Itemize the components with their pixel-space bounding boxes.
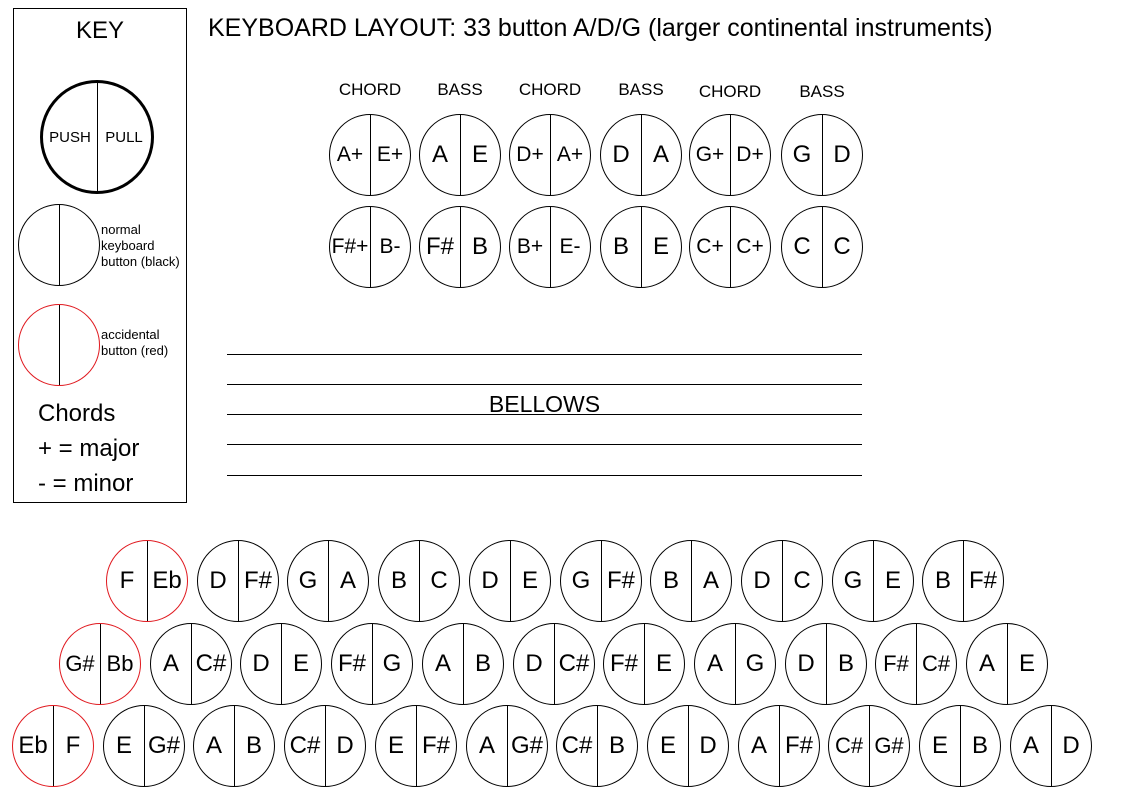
push-note: B (934, 567, 951, 594)
pull-note: A (702, 567, 719, 594)
push-note: A (478, 732, 495, 759)
pull-note: E- (559, 235, 581, 258)
treble-button (378, 540, 460, 622)
treble-button (513, 623, 595, 705)
push-note: A (162, 650, 179, 677)
pull-note: C# (558, 650, 590, 677)
push-note: A (750, 732, 767, 759)
bass-button (781, 114, 863, 196)
push-note: B (390, 567, 407, 594)
pull-note: F# (968, 567, 997, 594)
push-note: D (252, 650, 270, 677)
treble-button (875, 623, 957, 705)
key-push-pull-button (40, 80, 154, 194)
pull-note: C (793, 567, 811, 594)
treble-button (469, 540, 551, 622)
push-note: E (659, 732, 676, 759)
pull-note: G# (510, 732, 543, 759)
pull-note: G# (874, 733, 904, 758)
pull-note: F (65, 732, 81, 759)
push-note: A (706, 650, 723, 677)
push-note: C (793, 233, 811, 260)
pull-note: D+ (736, 143, 764, 166)
push-note: A (431, 141, 448, 168)
bass-button (689, 114, 771, 196)
pull-note: E+ (376, 143, 404, 166)
accidental-button-sample (18, 304, 100, 386)
button-divider (59, 205, 60, 285)
pull-note: E (652, 233, 669, 260)
pull-note: A (652, 141, 669, 168)
pull-note: A (339, 567, 356, 594)
push-note: G (843, 567, 863, 594)
treble-button (828, 705, 910, 787)
treble-button (832, 540, 914, 622)
pull-note: F# (784, 732, 813, 759)
bass-column-header: BASS (437, 80, 483, 99)
chords-legend (38, 396, 139, 501)
pull-note: C (430, 567, 448, 594)
treble-button (284, 705, 366, 787)
chords-title: Chords (38, 400, 116, 427)
push-label: PUSH (49, 128, 91, 146)
pull-note: D (336, 732, 354, 759)
push-note: C+ (696, 235, 724, 258)
treble-button (741, 540, 823, 622)
pull-note: Bb (106, 651, 134, 676)
pull-label: PULL (105, 128, 143, 146)
treble-button (331, 623, 413, 705)
push-note: E (115, 732, 132, 759)
treble-button (556, 705, 638, 787)
push-note: F# (609, 650, 638, 677)
pull-note: E (1018, 650, 1035, 677)
push-note: D (209, 567, 227, 594)
pull-note: E (521, 567, 538, 594)
push-note: F#+ (331, 235, 369, 258)
push-note: C# (561, 732, 593, 759)
treble-button (966, 623, 1048, 705)
bass-column-header: CHORD (698, 82, 762, 101)
bellows-line (227, 384, 862, 385)
push-note: D (797, 650, 815, 677)
pull-note: F# (243, 567, 272, 594)
bass-button (329, 114, 411, 196)
push-note: G# (65, 651, 95, 676)
pull-note: E (471, 141, 488, 168)
treble-button (603, 623, 685, 705)
push-note: D (612, 141, 630, 168)
accidental-button-text: accidental button (red) (101, 327, 169, 358)
treble-button (240, 623, 322, 705)
treble-button (650, 540, 732, 622)
treble-button (287, 540, 369, 622)
pull-note: F# (421, 732, 450, 759)
pull-note: D (833, 141, 851, 168)
push-note: D+ (516, 143, 544, 166)
button-divider (59, 305, 60, 385)
normal-button-text: normal keyboard button (black) (101, 222, 180, 269)
push-note: D (481, 567, 499, 594)
bass-button (689, 206, 771, 288)
bass-column-header: CHORD (518, 80, 582, 99)
bass-column-header: BASS (799, 82, 845, 101)
treble-button (922, 540, 1004, 622)
pull-note: C+ (736, 235, 764, 258)
pull-note: F# (606, 567, 635, 594)
pull-note: E (655, 650, 672, 677)
push-note: A (434, 650, 451, 677)
push-note: D (525, 650, 543, 677)
pull-note: E (292, 650, 309, 677)
pull-note: A+ (556, 143, 584, 166)
chords-major: + = major (38, 435, 140, 462)
treble-button (103, 705, 185, 787)
push-note: A+ (336, 143, 364, 166)
push-note: G (792, 141, 812, 168)
pull-note: B (837, 650, 854, 677)
key-label: KEY (75, 17, 125, 44)
pull-note: E (884, 567, 901, 594)
treble-button (694, 623, 776, 705)
pull-note: B (245, 732, 262, 759)
treble-accidental-button (106, 540, 188, 622)
push-note: A (978, 650, 995, 677)
push-note: B+ (516, 235, 544, 258)
push-note: B (662, 567, 679, 594)
bass-button (419, 114, 501, 196)
treble-button (560, 540, 642, 622)
push-note: A (1022, 732, 1039, 759)
bass-button (509, 114, 591, 196)
treble-accidental-button (12, 705, 94, 787)
layout-title: KEYBOARD LAYOUT: 33 button A/D/G (larger continental instruments) (208, 14, 993, 42)
normal-button-sample (18, 204, 100, 286)
bass-column-header: BASS (618, 80, 664, 99)
pull-note: B (608, 732, 625, 759)
bass-button (781, 206, 863, 288)
treble-button (193, 705, 275, 787)
bass-button (509, 206, 591, 288)
push-note: G+ (695, 143, 725, 166)
pull-note: G (745, 650, 765, 677)
pull-note: G (382, 650, 402, 677)
treble-accidental-button (59, 623, 141, 705)
bass-button (419, 206, 501, 288)
pull-note: C# (195, 650, 227, 677)
pull-note: C# (921, 651, 951, 676)
pull-note: D (699, 732, 717, 759)
push-note: C# (834, 733, 864, 758)
pull-note: G# (147, 732, 180, 759)
bass-button (600, 114, 682, 196)
pull-note: Eb (152, 567, 182, 594)
bass-column-header: CHORD (338, 80, 402, 99)
push-note: D (753, 567, 771, 594)
push-note: Eb (18, 732, 48, 759)
chords-minor: - = minor (38, 470, 134, 497)
push-note: A (205, 732, 222, 759)
bass-button (329, 206, 411, 288)
pull-note: B (471, 233, 488, 260)
treble-button (422, 623, 504, 705)
bass-button (600, 206, 682, 288)
pull-note: B- (379, 235, 401, 258)
push-note: F# (337, 650, 366, 677)
push-note: F# (883, 651, 909, 676)
bellows-label: BELLOWS (488, 391, 601, 417)
bellows-line (227, 354, 862, 355)
treble-button (150, 623, 232, 705)
push-note: C# (289, 732, 321, 759)
pull-note: B (474, 650, 491, 677)
push-note: B (612, 233, 629, 260)
treble-button (919, 705, 1001, 787)
pull-note: C (833, 233, 851, 260)
bellows-line (227, 444, 862, 445)
treble-button (647, 705, 729, 787)
push-note: E (931, 732, 948, 759)
treble-button (1010, 705, 1092, 787)
push-note: G (571, 567, 591, 594)
push-note: F (119, 567, 135, 594)
bellows-line (227, 475, 862, 476)
push-note: G (298, 567, 318, 594)
treble-button (785, 623, 867, 705)
treble-button (197, 540, 279, 622)
push-note: E (387, 732, 404, 759)
key-panel (13, 8, 187, 503)
pull-note: B (971, 732, 988, 759)
treble-button (738, 705, 820, 787)
treble-button (466, 705, 548, 787)
treble-button (375, 705, 457, 787)
push-note: F# (425, 233, 454, 260)
pull-note: D (1062, 732, 1080, 759)
